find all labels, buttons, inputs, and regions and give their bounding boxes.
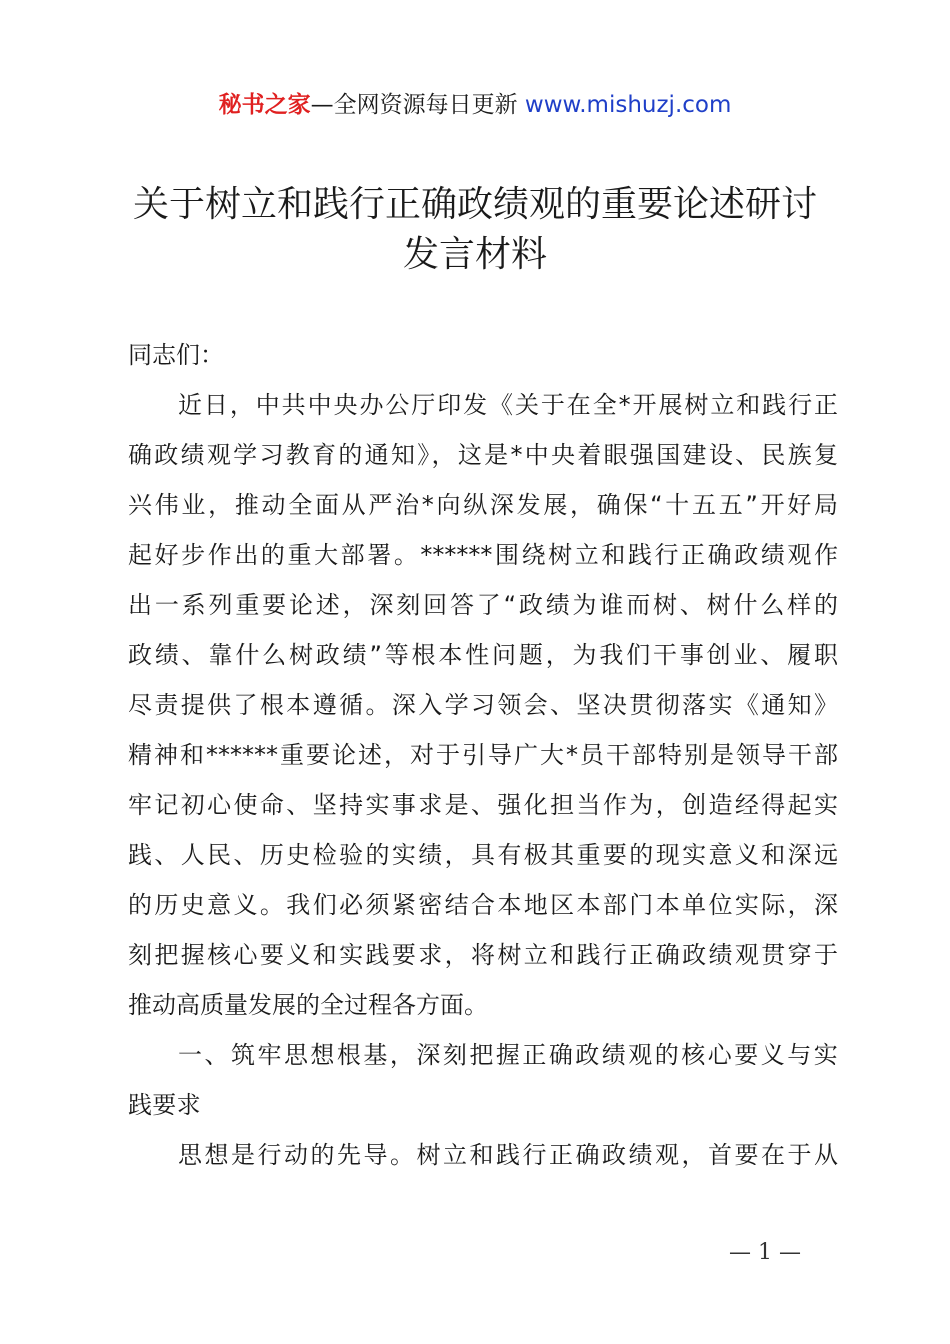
page-number: — 1 — [729, 1240, 801, 1265]
paragraph-1-line: 确政绩观学习教育的通知》，这是*中央着眼强国建设、民族复 [128, 441, 838, 469]
paragraph-1-line: 践、人民、历史检验的实绩，具有极其重要的现实意义和深远 [128, 841, 838, 869]
document-title [100, 180, 850, 280]
title-line-1: 关于树立和践行正确政绩观的重要论述研讨 [132, 184, 817, 225]
paragraph-1-line: 近日，中共中央办公厅印发《关于在全*开展树立和践行正 [178, 391, 838, 419]
paragraph-1-line: 牢记初心使命、坚持实事求是、强化担当作为，创造经得起实 [128, 791, 838, 819]
paragraph-1-line: 精神和******重要论述，对于引导广大*员干部特别是领导干部 [128, 741, 838, 769]
salutation: 同志们： [128, 341, 224, 369]
brand-name: 秘书之家 [218, 92, 311, 118]
paragraph-1-line: 起好步作出的重大部署。******围绕树立和践行正确政绩观作 [128, 541, 838, 569]
document-body [128, 330, 838, 1180]
paragraph-2 [128, 1130, 838, 1180]
paragraph-1 [128, 380, 838, 1030]
paragraph-1-line: 刻把握核心要义和实践要求，将树立和践行正确政绩观贯穿于 [128, 941, 838, 969]
banner-tagline: —全网资源每日更新 [310, 92, 525, 118]
site-url-link[interactable]: www.mishuzj.com [524, 92, 732, 118]
section-heading-line: 一、筑牢思想根基，深刻把握正确政绩观的核心要义与实 [178, 1041, 838, 1069]
paragraph-1-line: 出一系列重要论述，深刻回答了“政绩为谁而树、树什么样的 [128, 591, 838, 619]
paragraph-1-line: 推动高质量发展的全过程各方面。 [128, 991, 488, 1019]
paragraph-1-line: 兴伟业，推动全面从严治*向纵深发展，确保“十五五”开好局 [128, 491, 838, 519]
section-heading-line: 践要求 [128, 1091, 201, 1119]
paragraph-1-line: 尽责提供了根本遵循。深入学习领会、坚决贯彻落实《通知》 [128, 691, 838, 719]
paragraph-2-line: 思想是行动的先导。树立和践行正确政绩观，首要在于从 [178, 1141, 838, 1169]
section-1-heading [128, 1030, 838, 1130]
paragraph-1-line: 的历史意义。我们必须紧密结合本地区本部门本单位实际，深 [128, 891, 838, 919]
site-banner [0, 88, 950, 122]
paragraph-1-line: 政绩、靠什么树政绩”等根本性问题，为我们干事创业、履职 [128, 641, 838, 669]
title-line-2: 发言材料 [402, 234, 547, 275]
